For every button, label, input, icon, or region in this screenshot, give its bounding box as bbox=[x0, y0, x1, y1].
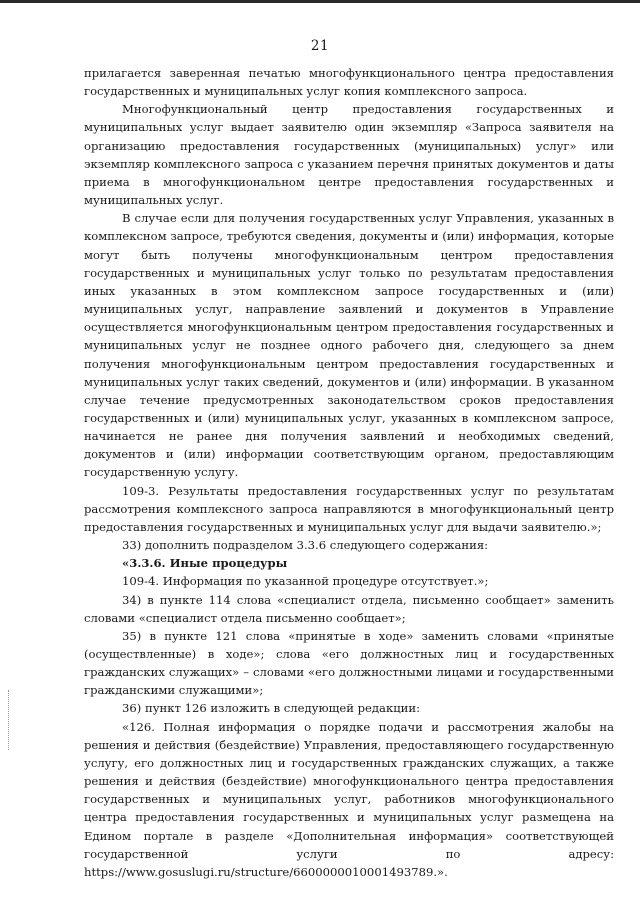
paragraph-item-34: 34) в пункте 114 слова «специалист отдела, письменно сообщает» заменить словами «специалист отдела письменно сообщает»; bbox=[84, 592, 614, 625]
paragraph-item-35: 35) в пункте 121 слова «принятые в ходе» заменить словами «принятые (осуществленные) в ходе»; слова «его должностных лиц и государственных гражданских служащих» – словами «его должностными лицами и государственными гражданскими служащими»; bbox=[84, 628, 614, 698]
scan-margin-mark bbox=[8, 690, 11, 750]
document-body bbox=[84, 64, 614, 881]
page-number: 21 bbox=[310, 38, 330, 54]
paragraph-mfc-issues-copy: Многофункциональный центр предоставления государственных и муниципальных услуг выдает заявителю один экземпляр «Запроса заявителя на организацию предоставления государственных (муниципальных) услуг» или экземпляр комплексного запроса с указанием перечня принятых документов и даты приема в многофункциональном центре предоставления государственных и муниципальных услуг. bbox=[84, 102, 614, 208]
paragraph-item-36: 36) пункт 126 изложить в следующей редакции: bbox=[122, 701, 421, 716]
section-heading-3-3-6: «3.3.6. Иные процедуры bbox=[122, 556, 288, 571]
paragraph-item-33: 33) дополнить подразделом 3.3.6 следующего содержания: bbox=[122, 538, 489, 553]
paragraph-complex-request: В случае если для получения государственных услуг Управления, указанных в комплексном запросе, требуются сведения, документы и (или) информация, которые могут быть получены многофункциональным центром предоставления государственных и муниципальных услуг только по результатам предоставления иных указанных в этом комплексном запросе государственных и (или) муниципальных услуг, направление заявлений и документов в Управление осуществляется многофункциональным центром предоставления государственных и муниципальных услуг не позднее одного рабочего дня, следующего за днем получения многофункциональным центром предоставления государственных и муниципальных услуг таких сведений, документов и (или) информации. В указанном случае течение предусмотренных законодательством сроков предоставления государственных и (или) муниципальных услуг, указанных в комплексном запросе, начинается не ранее дня получения заявлений и необходимых сведений, документов и (или) информации соответствующим органом, предоставляющим государственную услугу. bbox=[84, 211, 614, 480]
scan-top-edge bbox=[0, 0, 640, 3]
paragraph-126: «126. Полная информация о порядке подачи и рассмотрения жалобы на решения и действия (бездействие) Управления, предоставляющего государственную услугу, его должностных лиц и государственных гражданских служащих, а также решения и действия (бездействие) многофункционального центра предоставления государственных и муниципальных услуг, работников многофункционального центра предоставления государственных и муниципальных услуг размещена на Едином портале в разделе «Дополнительная информация» соответствующей государственной услуги по адресу: https://www.gosuslugi.ru/structure/6600000010001493789.». bbox=[84, 719, 614, 879]
paragraph-109-4: 109-4. Информация по указанной процедуре отсутствует.»; bbox=[122, 574, 489, 589]
paragraph-109-3: 109-3. Результаты предоставления государственных услуг по результатам рассмотрения комплексного запроса направляются в многофункциональный центр предоставления государственных и муниципальных услуг для выдачи заявителю.»; bbox=[84, 483, 614, 534]
paragraph-continuation: прилагается заверенная печатью многофункционального центра предоставления государственных и муниципальных услуг копия комплексного запроса. bbox=[84, 66, 614, 99]
